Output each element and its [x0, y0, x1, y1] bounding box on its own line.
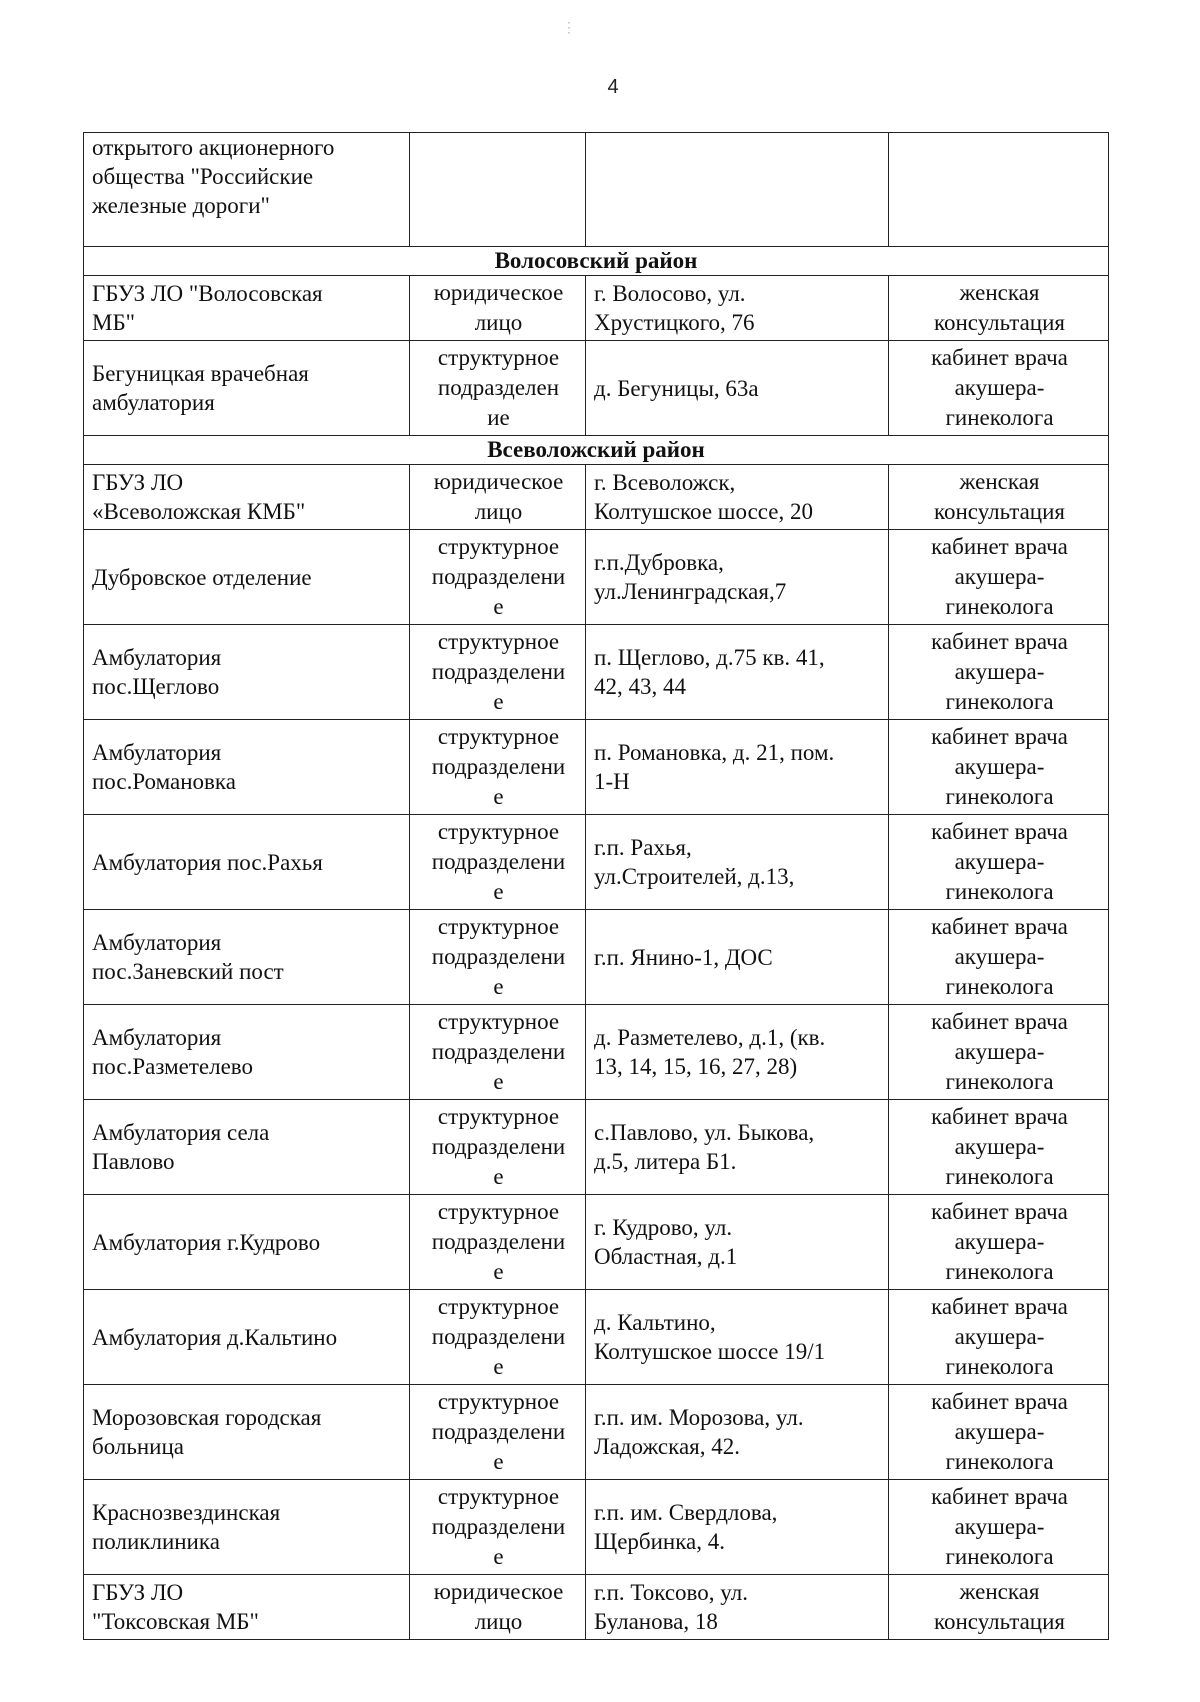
- name-cell: [84, 720, 410, 815]
- district-title: Всеволожский район: [84, 436, 1109, 465]
- status-line: подразделени: [431, 944, 566, 969]
- name-line: "Токсовская МБ": [92, 1609, 259, 1634]
- district-title: Волосовский район: [84, 247, 1109, 276]
- status-line: структурное: [437, 534, 560, 559]
- service-cell: [889, 1195, 1109, 1290]
- service-line: гинеколога: [945, 689, 1054, 714]
- address-line: г.п. Янино-1, ДОС: [594, 944, 773, 970]
- name-line: пос.Разметелево: [92, 1054, 254, 1079]
- address-cell: [586, 1290, 889, 1385]
- address-line: Хрустицкого, 76: [594, 310, 755, 335]
- address-line: д. Кальтино,: [594, 1310, 716, 1335]
- service-cell: [889, 1005, 1109, 1100]
- service-cell: [889, 720, 1109, 815]
- address-line: п. Романовка, д. 21, пом.: [594, 740, 835, 765]
- service-line: акушера-: [954, 1324, 1045, 1349]
- service-cell: [889, 530, 1109, 625]
- address-line: Щербинка, 4.: [594, 1529, 726, 1554]
- name-cell: [84, 133, 410, 247]
- service-cell: [889, 1385, 1109, 1480]
- table-body: [84, 133, 1109, 1640]
- district-header-row: [84, 436, 1109, 465]
- status-line: е: [493, 1164, 504, 1189]
- service-line: гинеколога: [945, 594, 1054, 619]
- name-line: общества "Российские: [92, 164, 314, 189]
- name-cell: [84, 465, 410, 530]
- status-cell: [410, 133, 586, 247]
- address-line: д. Бегуницы, 63а: [594, 375, 759, 401]
- status-line: юридическое: [433, 469, 564, 494]
- status-line: ие: [487, 405, 510, 430]
- name-cell: [84, 815, 410, 910]
- status-line: структурное: [437, 1484, 560, 1509]
- address-line: Колтушское шоссе, 20: [594, 499, 813, 524]
- address-cell: [586, 1195, 889, 1290]
- name-cell: [84, 625, 410, 720]
- status-line: структурное: [437, 1294, 560, 1319]
- service-line: гинеколога: [945, 405, 1054, 430]
- address-line: г. Кудрово, ул.: [594, 1215, 733, 1240]
- service-cell: [889, 341, 1109, 436]
- facility-row: [84, 276, 1109, 341]
- service-line: акушера-: [954, 1229, 1045, 1254]
- service-line: акушера-: [954, 1039, 1045, 1064]
- service-line: акушера-: [954, 564, 1045, 589]
- status-line: подразделен: [437, 375, 560, 400]
- service-line: кабинет врача: [931, 819, 1068, 844]
- name-cell: [84, 1385, 410, 1480]
- status-line: подразделени: [431, 1514, 566, 1539]
- status-line: подразделени: [431, 1039, 566, 1064]
- address-line: г.п. им. Свердлова,: [594, 1500, 778, 1525]
- address-line: г.п.Дубровка,: [594, 550, 724, 575]
- facility-row: [84, 465, 1109, 530]
- name-line: ГБУЗ ЛО: [92, 1580, 184, 1605]
- service-line: кабинет врача: [931, 629, 1068, 654]
- name-cell: [84, 1575, 410, 1640]
- name-cell: [84, 910, 410, 1005]
- status-line: структурное: [437, 1104, 560, 1129]
- status-line: е: [493, 689, 504, 714]
- address-line: г.п. им. Морозова, ул.: [594, 1405, 804, 1430]
- status-line: подразделени: [431, 1134, 566, 1159]
- status-cell: [410, 720, 586, 815]
- name-line: пос.Заневский пост: [92, 959, 284, 984]
- status-line: структурное: [437, 819, 560, 844]
- status-cell: [410, 1385, 586, 1480]
- service-cell: [889, 465, 1109, 530]
- service-line: гинеколога: [945, 1069, 1054, 1094]
- status-line: подразделени: [431, 564, 566, 589]
- address-cell: [586, 465, 889, 530]
- address-line: 13, 14, 15, 16, 27, 28): [594, 1054, 798, 1079]
- name-line: Амбулатория: [92, 645, 222, 670]
- address-line: 1-Н: [594, 769, 630, 794]
- service-cell: [889, 910, 1109, 1005]
- scan-mark: ⋮: [562, 21, 576, 36]
- status-line: лицо: [474, 499, 523, 524]
- name-line: Амбулатория пос.Рахья: [92, 849, 323, 875]
- status-cell: [410, 1195, 586, 1290]
- status-line: структурное: [437, 724, 560, 749]
- status-line: подразделени: [431, 754, 566, 779]
- service-line: акушера-: [954, 659, 1045, 684]
- address-line: Областная, д.1: [594, 1244, 738, 1269]
- facility-row: [84, 625, 1109, 720]
- address-line: г.п. Токсово, ул.: [594, 1580, 748, 1605]
- service-line: кабинет врача: [931, 1199, 1068, 1224]
- service-line: женская: [959, 469, 1040, 494]
- facility-row: [84, 341, 1109, 436]
- address-cell: [586, 815, 889, 910]
- service-line: акушера-: [954, 1134, 1045, 1159]
- service-line: женская: [959, 280, 1040, 305]
- status-line: юридическое: [433, 1579, 564, 1604]
- facility-row: [84, 910, 1109, 1005]
- name-line: МБ": [92, 310, 136, 335]
- address-cell: [586, 625, 889, 720]
- name-line: Амбулатория: [92, 740, 222, 765]
- name-line: Амбулатория: [92, 930, 222, 955]
- name-line: железные дороги": [92, 193, 270, 218]
- status-line: структурное: [437, 345, 560, 370]
- name-cell: [84, 1480, 410, 1575]
- page-number: 4: [607, 76, 619, 98]
- service-cell: [889, 276, 1109, 341]
- service-line: гинеколога: [945, 1544, 1054, 1569]
- name-cell: [84, 1005, 410, 1100]
- name-line: Амбулатория г.Кудрово: [92, 1229, 321, 1255]
- address-cell: [586, 720, 889, 815]
- status-line: е: [493, 1354, 504, 1379]
- status-cell: [410, 530, 586, 625]
- service-line: акушера-: [954, 375, 1045, 400]
- name-line: «Всеволожская КМБ": [92, 499, 306, 524]
- status-cell: [410, 276, 586, 341]
- status-line: подразделени: [431, 1324, 566, 1349]
- address-cell: [586, 910, 889, 1005]
- status-line: структурное: [437, 914, 560, 939]
- status-line: подразделени: [431, 849, 566, 874]
- address-cell: [586, 1480, 889, 1575]
- facility-row: [84, 1290, 1109, 1385]
- facility-row: [84, 1480, 1109, 1575]
- status-cell: [410, 1480, 586, 1575]
- service-line: кабинет врача: [931, 1294, 1068, 1319]
- service-line: кабинет врача: [931, 345, 1068, 370]
- service-line: кабинет врача: [931, 534, 1068, 559]
- service-line: кабинет врача: [931, 724, 1068, 749]
- status-cell: [410, 910, 586, 1005]
- status-line: юридическое: [433, 280, 564, 305]
- status-line: е: [493, 1449, 504, 1474]
- status-cell: [410, 1575, 586, 1640]
- service-line: кабинет врача: [931, 1009, 1068, 1034]
- name-cell: [84, 530, 410, 625]
- address-line: г. Всеволожск,: [594, 470, 736, 495]
- status-line: подразделени: [431, 1419, 566, 1444]
- facility-row: [84, 720, 1109, 815]
- address-line: г. Волосово, ул.: [594, 281, 746, 306]
- status-line: е: [493, 594, 504, 619]
- status-line: лицо: [474, 1609, 523, 1634]
- name-cell: [84, 341, 410, 436]
- address-cell: [586, 133, 889, 247]
- address-line: ул.Строителей, д.13,: [594, 864, 795, 889]
- service-line: акушера-: [954, 1514, 1045, 1539]
- address-line: п. Щеглово, д.75 кв. 41,: [594, 645, 825, 670]
- address-cell: [586, 276, 889, 341]
- address-cell: [586, 1005, 889, 1100]
- address-line: г.п. Рахья,: [594, 835, 692, 860]
- address-cell: [586, 1100, 889, 1195]
- service-line: женская: [959, 1579, 1040, 1604]
- name-line: ГБУЗ ЛО: [92, 470, 184, 495]
- service-line: акушера-: [954, 944, 1045, 969]
- service-cell: [889, 1480, 1109, 1575]
- service-line: гинеколога: [945, 1259, 1054, 1284]
- service-line: гинеколога: [945, 784, 1054, 809]
- address-line: с.Павлово, ул. Быкова,: [594, 1120, 815, 1145]
- status-cell: [410, 341, 586, 436]
- service-line: акушера-: [954, 1419, 1045, 1444]
- status-cell: [410, 815, 586, 910]
- status-cell: [410, 465, 586, 530]
- name-cell: [84, 276, 410, 341]
- name-line: пос.Романовка: [92, 769, 236, 794]
- address-line: ул.Ленинградская,7: [594, 579, 787, 604]
- status-line: структурное: [437, 1009, 560, 1034]
- service-line: гинеколога: [945, 879, 1054, 904]
- status-line: е: [493, 974, 504, 999]
- facilities-table: [83, 132, 1109, 1640]
- service-cell: [889, 1100, 1109, 1195]
- name-line: поликлиника: [92, 1529, 220, 1554]
- status-line: подразделени: [431, 1229, 566, 1254]
- facility-row: [84, 1575, 1109, 1640]
- status-line: е: [493, 1069, 504, 1094]
- address-cell: [586, 1385, 889, 1480]
- status-line: е: [493, 879, 504, 904]
- service-line: акушера-: [954, 849, 1045, 874]
- service-cell: [889, 1290, 1109, 1385]
- name-line: больница: [92, 1434, 184, 1459]
- address-line: Буланова, 18: [594, 1609, 718, 1634]
- service-cell: [889, 1575, 1109, 1640]
- address-line: 42, 43, 44: [594, 674, 686, 699]
- name-cell: [84, 1290, 410, 1385]
- district-header-row: [84, 247, 1109, 276]
- facility-row: [84, 1100, 1109, 1195]
- status-cell: [410, 625, 586, 720]
- name-line: Краснозвездинская: [92, 1500, 281, 1525]
- facility-row: [84, 1385, 1109, 1480]
- status-line: подразделени: [431, 659, 566, 684]
- service-line: гинеколога: [945, 974, 1054, 999]
- name-line: Дубровское отделение: [92, 564, 312, 590]
- address-cell: [586, 530, 889, 625]
- status-cell: [410, 1290, 586, 1385]
- name-line: Морозовская городская: [92, 1405, 322, 1430]
- name-line: открытого акционерного: [92, 135, 335, 160]
- service-line: кабинет врача: [931, 1389, 1068, 1414]
- service-line: консультация: [933, 1609, 1066, 1634]
- name-cell: [84, 1195, 410, 1290]
- name-line: ГБУЗ ЛО "Волосовская: [92, 281, 323, 306]
- name-line: Павлово: [92, 1149, 175, 1174]
- service-line: акушера-: [954, 754, 1045, 779]
- status-line: е: [493, 1544, 504, 1569]
- facility-row: [84, 530, 1109, 625]
- continuation-row: [84, 133, 1109, 247]
- address-cell: [586, 341, 889, 436]
- address-line: Колтушское шоссе 19/1: [594, 1339, 826, 1364]
- address-line: д.5, литера Б1.: [594, 1149, 737, 1174]
- service-line: консультация: [933, 499, 1066, 524]
- facility-row: [84, 1005, 1109, 1100]
- name-line: амбулатория: [92, 390, 215, 415]
- facility-row: [84, 815, 1109, 910]
- address-cell: [586, 1575, 889, 1640]
- address-line: д. Разметелево, д.1, (кв.: [594, 1025, 826, 1050]
- service-cell: [889, 133, 1109, 247]
- name-line: Амбулатория: [92, 1025, 222, 1050]
- service-cell: [889, 625, 1109, 720]
- name-line: Амбулатория д.Кальтино: [92, 1324, 338, 1350]
- name-line: Бегуницкая врачебная: [92, 361, 309, 386]
- service-cell: [889, 815, 1109, 910]
- status-line: е: [493, 784, 504, 809]
- status-cell: [410, 1100, 586, 1195]
- service-line: кабинет врача: [931, 1104, 1068, 1129]
- service-line: гинеколога: [945, 1449, 1054, 1474]
- name-line: Амбулатория села: [92, 1120, 270, 1145]
- status-line: структурное: [437, 1199, 560, 1224]
- status-cell: [410, 1005, 586, 1100]
- service-line: консультация: [933, 310, 1066, 335]
- facility-row: [84, 1195, 1109, 1290]
- service-line: гинеколога: [945, 1164, 1054, 1189]
- name-line: пос.Щеглово: [92, 674, 220, 699]
- service-line: гинеколога: [945, 1354, 1054, 1379]
- address-line: Ладожская, 42.: [594, 1434, 740, 1459]
- name-cell: [84, 1100, 410, 1195]
- status-line: структурное: [437, 1389, 560, 1414]
- service-line: кабинет врача: [931, 1484, 1068, 1509]
- status-line: е: [493, 1259, 504, 1284]
- status-line: лицо: [474, 310, 523, 335]
- status-line: структурное: [437, 629, 560, 654]
- service-line: кабинет врача: [931, 914, 1068, 939]
